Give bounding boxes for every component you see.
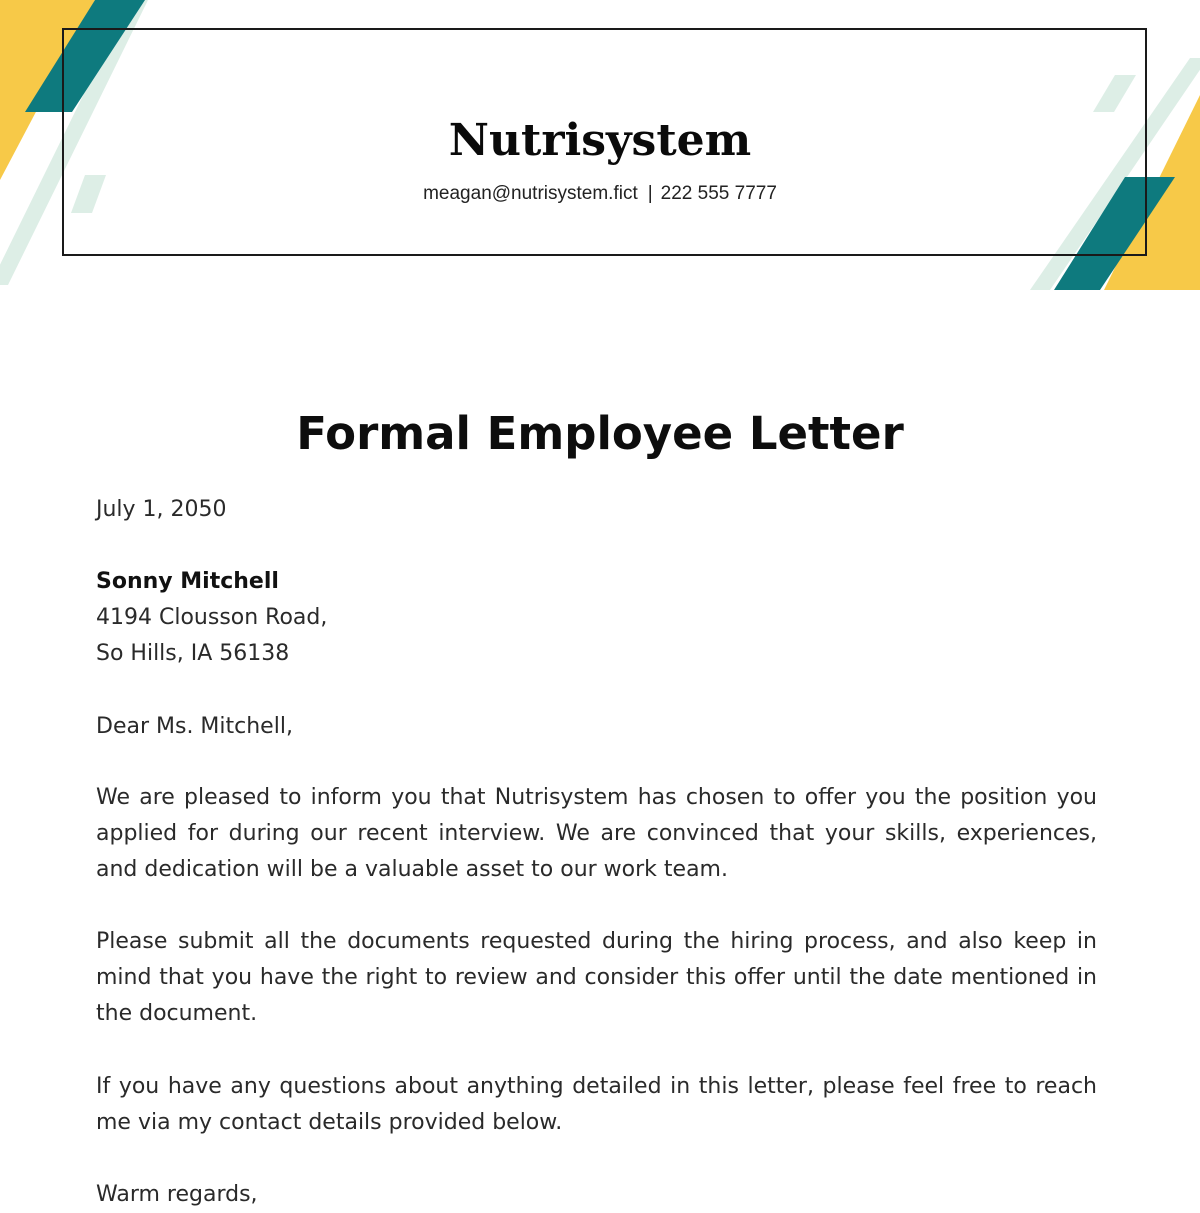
salutation: Dear Ms. Mitchell,: [96, 714, 293, 739]
closing: Warm regards,: [96, 1182, 258, 1207]
recipient-name: Sonny Mitchell: [96, 569, 279, 594]
paragraph-documents: Please submit all the documents requested during the hiring process, and also keep in mind that you have the right to review and consider this offer until the date mentioned in the document.: [96, 929, 1097, 1026]
recipient-address-line2: So Hills, IA 56138: [96, 641, 290, 666]
company-name: Nutrisystem: [448, 115, 752, 166]
letter-title: Formal Employee Letter: [296, 407, 904, 460]
contact-separator: |: [647, 183, 653, 204]
contact-email: meagan@nutrisystem.fict: [423, 183, 638, 204]
contact-phone: 222 555 7777: [660, 183, 777, 204]
letter-date: July 1, 2050: [96, 497, 227, 522]
recipient-address-line1: 4194 Clousson Road,: [96, 605, 328, 630]
paragraph-offer: We are pleased to inform you that Nutrisystem has chosen to offer you the position you applied for during our recent interview. We are convinced that your skills, experiences, and dedication will be a valuable asset to our work team.: [96, 785, 1097, 882]
recipient-block: [96, 564, 1097, 672]
paragraph-questions: If you have any questions about anything detailed in this letter, please feel free to reach me via my contact details provided below.: [96, 1074, 1097, 1135]
contact-line: [0, 183, 1200, 205]
